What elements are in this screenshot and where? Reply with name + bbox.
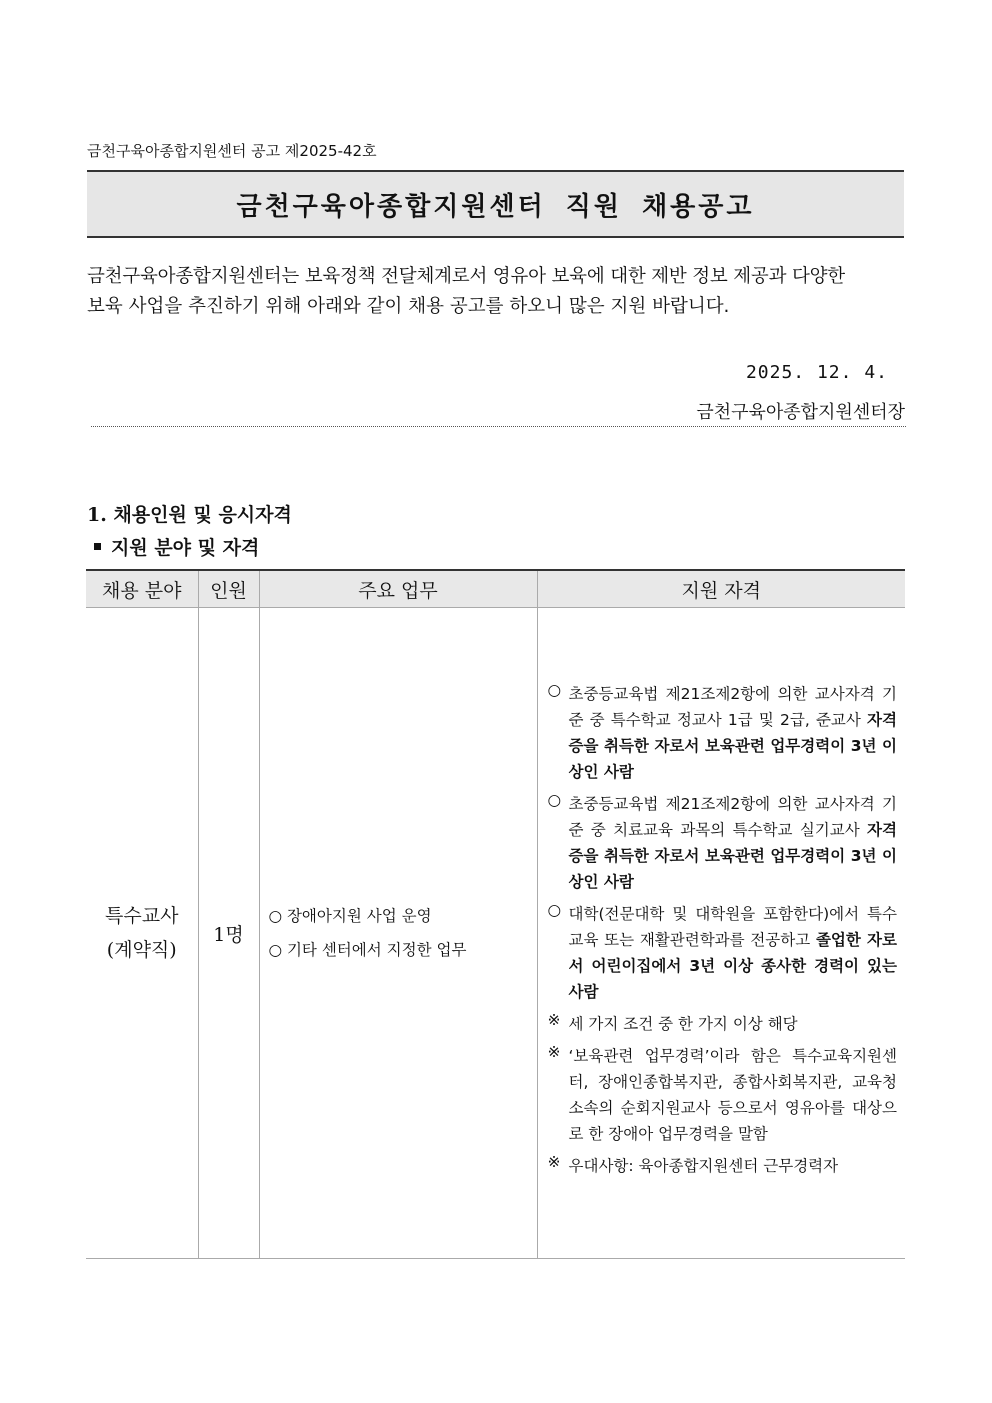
reference-mark-icon: ※ [547,1011,561,1029]
duty-item: ○ 장애아지원 사업 운영 [268,907,432,925]
dotted-divider [91,426,906,427]
header-count: 인원 [198,570,259,608]
section-heading: 1. 채용인원 및 응시자격 [87,504,292,526]
circle-bullet-icon: ○ [547,901,562,919]
header-qualifications: 지원 자격 [537,570,905,608]
qualification-item [548,901,898,1005]
table-header-row [86,570,905,608]
field-name: 특수교사 [105,905,179,927]
header-duties: 주요 업무 [259,570,537,608]
notice-date: 2025. 12. 4. [745,362,888,383]
page-title: 금천구육아종합지원센터 직원 채용공고 [236,191,755,222]
qualification-emphasis: 자격증을 취득한 자로서 보육관련 업무경력이 3년 이상인 사람 [568,711,897,781]
cell-duties [259,608,537,1259]
note-item [548,1153,898,1179]
qualification-item [548,681,898,785]
intro-line-1: 금천구육아종합지원센터는 보육정책 전달체계로서 영유아 보육에 대한 제반 정보 제공과 다양한 [87,266,845,287]
field-contract-type: (계약직) [106,939,177,961]
note-text: ‘보육관련 업무경력’이라 함은 특수교육지원센터, 장애인종합복지관, 종합사회복지관, 교육청 소속의 순회지원교사 등으로서 영유아를 대상으로 한 장애아 업무경력을 말함 [568,1047,897,1143]
square-bullet-icon [94,543,101,550]
subsection-heading [94,533,259,560]
notice-number: 금천구육아종합지원센터 공고 제2025-42호 [87,142,377,160]
intro-line-2: 보육 사업을 추진하기 위해 아래와 같이 채용 공고를 하오니 많은 지원 바랍니다. [87,296,730,317]
circle-bullet-icon: ○ [547,681,562,699]
cell-field [86,608,198,1259]
recruitment-table [86,569,905,1259]
qualification-text: 초중등교육법 제21조제2항에 의한 교사자격 기준 중 특수학교 정교사 1급 및 2급, 준교사 [568,685,897,729]
note-text: 세 가지 조건 중 한 가지 이상 해당 [568,1015,798,1033]
note-item [548,1011,898,1037]
issuer-name: 금천구육아종합지원센터장 [696,402,905,423]
title-banner [87,170,904,238]
duty-item: ○ 기타 센터에서 지정한 업무 [268,941,467,959]
qualification-item [548,791,898,895]
qualification-emphasis: 자격증을 취득한 자로서 보육관련 업무경력이 3년 이상인 사람 [568,821,897,891]
note-text: 우대사항: 육아종합지원센터 근무경력자 [568,1157,839,1175]
subsection-label: 지원 분야 및 자격 [111,537,260,559]
table-row [86,608,905,1259]
qualification-text: 대학(전문대학 및 대학원을 포함한다)에서 특수교육 또는 재활관련학과를 전공하고 [568,905,897,949]
qualification-text: 초중등교육법 제21조제2항에 의한 교사자격 기준 중 치료교육 과목의 특수학교 실기교사 [568,795,897,839]
circle-bullet-icon: ○ [547,791,562,809]
header-field: 채용 분야 [86,570,198,608]
cell-count: 1명 [198,608,259,1259]
intro-paragraph [87,262,907,322]
reference-mark-icon: ※ [547,1043,561,1061]
reference-mark-icon: ※ [547,1153,561,1171]
note-item [548,1043,898,1147]
qualification-emphasis: 졸업한 자로서 어린이집에서 3년 이상 종사한 경력이 있는 사람 [568,931,897,1001]
cell-qualifications [537,608,905,1259]
